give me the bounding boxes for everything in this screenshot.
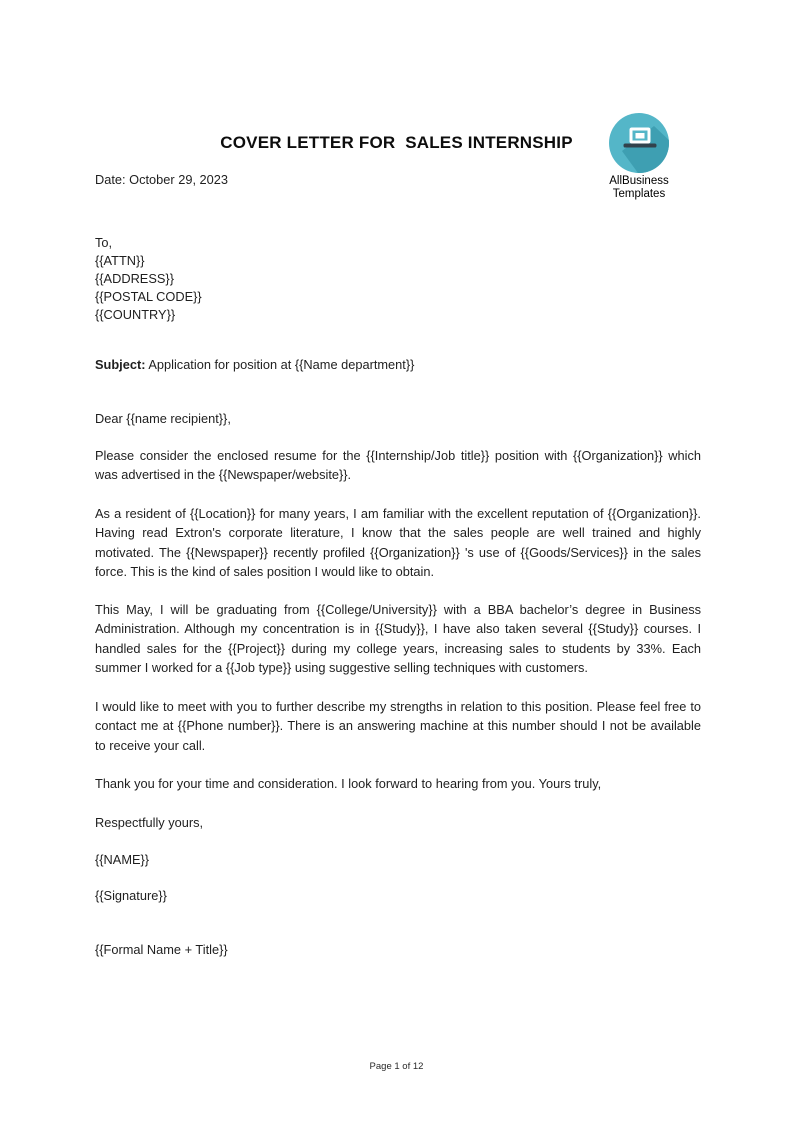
subject-line [95,355,701,374]
laptop-icon [609,113,669,173]
body-paragraph-2: As a resident of {{Location}} for many years, I am familiar with the excellent reputation of {{Organization}}. Having read Extron's corporate literature, I know that the sales people are well trained and highly motivated. The {{Newspaper}} recently profiled {{Organization}} 's use of {{Goods/Services}} in the sales force. This is the kind of sales position I would like to obtain. [95,506,701,580]
recipient-line: {{COUNTRY}} [95,307,176,322]
closing-signature: {{Signature}} [95,888,167,903]
brand-name-line2: Templates [612,188,666,200]
date-line: Date: October 29, 2023 [95,172,229,187]
body-paragraph-4: I would like to meet with you to further describe my strengths in relation to this position. Please feel free to contact me at {{Phone number}}. There is an answering machine at this number should I not be available to receive your call. [95,699,701,753]
closing-formal-name: {{Formal Name + Title}} [95,942,228,957]
body-paragraph-3: This May, I will be graduating from {{College/University}} with a BBA bachelor’s degree in Business Administration. Although my concentration is in {{Study}}, I have also taken several {{Study}} courses. I handled sales for the {{Project}} during my college years, increasing sales to students by 33%. Each summer I worked for a {{Job type}} using suggestive selling techniques with customers. [95,602,701,676]
brand-name-line1: AllBusiness [609,175,669,187]
recipient-block [95,234,701,324]
subject-text: Application for position at {{Name department}} [145,357,415,372]
recipient-line: {{POSTAL CODE}} [95,289,202,304]
body-paragraph-1: Please consider the enclosed resume for the {{Internship/Job title}} position with {{Organization}} which was advertised in the {{Newspaper/website}}. [95,448,701,483]
document-title: COVER LETTER FOR SALES INTERNSHIP [220,133,573,152]
salutation: Dear {{name recipient}}, [95,411,231,426]
closing-respectfully: Respectfully yours, [95,815,204,830]
body-paragraph-5: Thank you for your time and consideration. I look forward to hearing from you. Yours truly, [95,776,602,791]
page-footer: Page 1 of 12 [369,1061,424,1072]
subject-label: Subject: [95,357,146,372]
recipient-line: {{ADDRESS}} [95,271,174,286]
recipient-line: To, [95,235,113,250]
closing-name: {{NAME}} [95,852,150,867]
recipient-line: {{ATTN}} [95,253,145,268]
